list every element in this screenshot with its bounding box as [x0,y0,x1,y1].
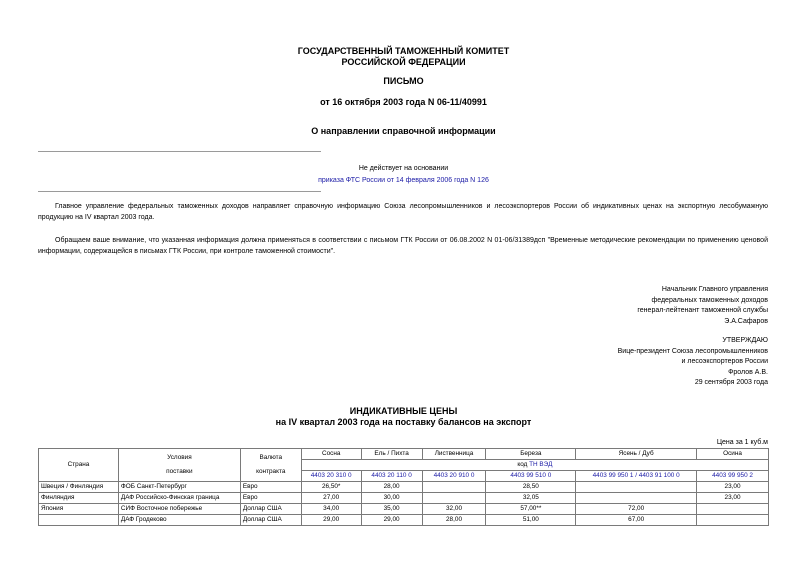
cell-price [576,482,697,493]
cell-currency: Доллар США [240,515,301,526]
signature-line-3: генерал-лейтенант таможенной службы [637,307,768,315]
table-row [39,504,769,515]
header-currency [240,449,301,482]
header-terms-line-1: Условия [167,454,192,461]
prices-title-line-2: на IV квартал 2003 года на поставку балансов на экспорт [275,417,532,427]
cell-price [422,493,486,504]
cell-price: 72,00 [576,504,697,515]
hs-code[interactable]: 4403 99 510 0 [486,471,576,482]
header-terms [118,449,240,482]
cell-country [39,515,119,526]
cell-currency: Доллар США [240,504,301,515]
cell-terms: СИФ Восточное побережье [118,504,240,515]
code-label-cell [301,460,768,471]
cell-country: Япония [39,504,119,515]
header-terms-line-2: поставки [166,468,193,475]
signature-name: Э.А.Сафаров [724,317,768,325]
issuer-line-1: ГОСУДАРСТВЕННЫЙ ТАМОЖЕННЫЙ КОМИТЕТ [297,46,510,56]
table-header-row-species [39,449,769,460]
cell-price: 67,00 [576,515,697,526]
status-text: Не действует на основании [358,165,449,172]
cell-price: 23,00 [697,493,769,504]
cell-terms: ДАФ Российско-Финская граница [118,493,240,504]
issuer-heading [0,46,807,68]
approval-line-2: Вице-президент Союза лесопромышленников [617,347,768,355]
divider-bottom [38,191,321,192]
header-species: Сосна [301,449,361,460]
cell-country: Финляндия [39,493,119,504]
cell-price: 30,00 [361,493,422,504]
cell-currency: Евро [240,493,301,504]
hs-code[interactable]: 4403 99 950 2 [697,471,769,482]
document-subject: О направлении справочной информации [311,126,496,136]
hs-code[interactable]: 4403 20 910 0 [422,471,486,482]
header-species: Береза [486,449,576,460]
table-row [39,482,769,493]
cell-price: 32,00 [422,504,486,515]
prices-title-line-1: ИНДИКАТИВНЫЕ ЦЕНЫ [349,406,458,416]
cell-price: 57,00** [486,504,576,515]
cell-price: 27,00 [301,493,361,504]
cell-price: 28,00 [422,515,486,526]
cell-terms: ФОБ Санкт-Петербург [118,482,240,493]
hs-code[interactable]: 4403 20 310 0 [301,471,361,482]
document-type: ПИСЬМО [383,76,424,86]
prices-table [38,448,769,526]
table-row [39,515,769,526]
cell-price: 26,50* [301,482,361,493]
approval-block [618,336,768,389]
cell-price: 29,00 [301,515,361,526]
cell-price: 34,00 [301,504,361,515]
cell-price: 28,00 [361,482,422,493]
hs-code[interactable]: 4403 20 110 0 [361,471,422,482]
signature-line-1: Начальник Главного управления [661,286,768,293]
cell-price: 51,00 [486,515,576,526]
cell-terms: ДАФ Гродеково [118,515,240,526]
header-currency-line-1: Валюта [259,454,283,461]
approval-line-1: УТВЕРЖДАЮ [722,337,768,344]
header-species: Ясень / Дуб [576,449,697,460]
cell-price [576,493,697,504]
body-paragraph-1: Главное управление федеральных таможенных доходов направляет справочную информацию Союза лесопромышленников и лесоэкспортеров России об индикативных ценах на экспортную лесобумажную продукцию на IV квартал 2003 года. [38,203,768,221]
tnved-link[interactable]: ТН ВЭД [529,461,553,468]
approval-line-3: и лесоэкспортеров России [681,358,768,366]
signature-block [637,285,768,327]
cell-price: 29,00 [361,515,422,526]
header-species: Лиственница [422,449,486,460]
header-currency-line-2: контракта [256,468,286,475]
issuer-line-2: РОССИЙСКОЙ ФЕДЕРАЦИИ [341,57,466,67]
signature-line-2: федеральных таможенных доходов [651,296,768,304]
header-species: Осина [697,449,769,460]
approval-date: 29 сентября 2003 года [694,379,768,387]
document-date: от 16 октября 2003 года N 06-11/40991 [320,97,487,107]
cell-price: 35,00 [361,504,422,515]
header-country: Страна [39,449,119,482]
hs-code[interactable]: 4403 99 950 1 / 4403 91 100 0 [576,471,697,482]
cell-price [422,482,486,493]
cell-price: 28,50 [486,482,576,493]
unit-note: Цена за 1 куб.м [716,439,768,446]
code-label-prefix: код [517,461,530,468]
cell-price [697,504,769,515]
repeal-order-link[interactable]: приказа ФТС России от 14 февраля 2006 года N 126 [318,177,489,184]
body-paragraph-2: Обращаем ваше внимание, что указанная информация должна применяться в соответствии с письмом ГТК России от 06.08.2002 N 01-06/31389дсп "Временные методические рекомендации по применению ценовой информации, содержащейся в письмах ГТК России, при контроле таможенной стоимости". [38,237,768,255]
approval-name: Фролов А.В. [728,368,768,376]
prices-title [0,406,807,428]
cell-price: 23,00 [697,482,769,493]
cell-price [697,515,769,526]
status-note [0,164,807,185]
cell-currency: Евро [240,482,301,493]
table-row [39,493,769,504]
cell-country: Швеция / Финляндия [39,482,119,493]
divider-top [38,151,321,152]
cell-price: 32,05 [486,493,576,504]
header-species: Ель / Пихта [361,449,422,460]
